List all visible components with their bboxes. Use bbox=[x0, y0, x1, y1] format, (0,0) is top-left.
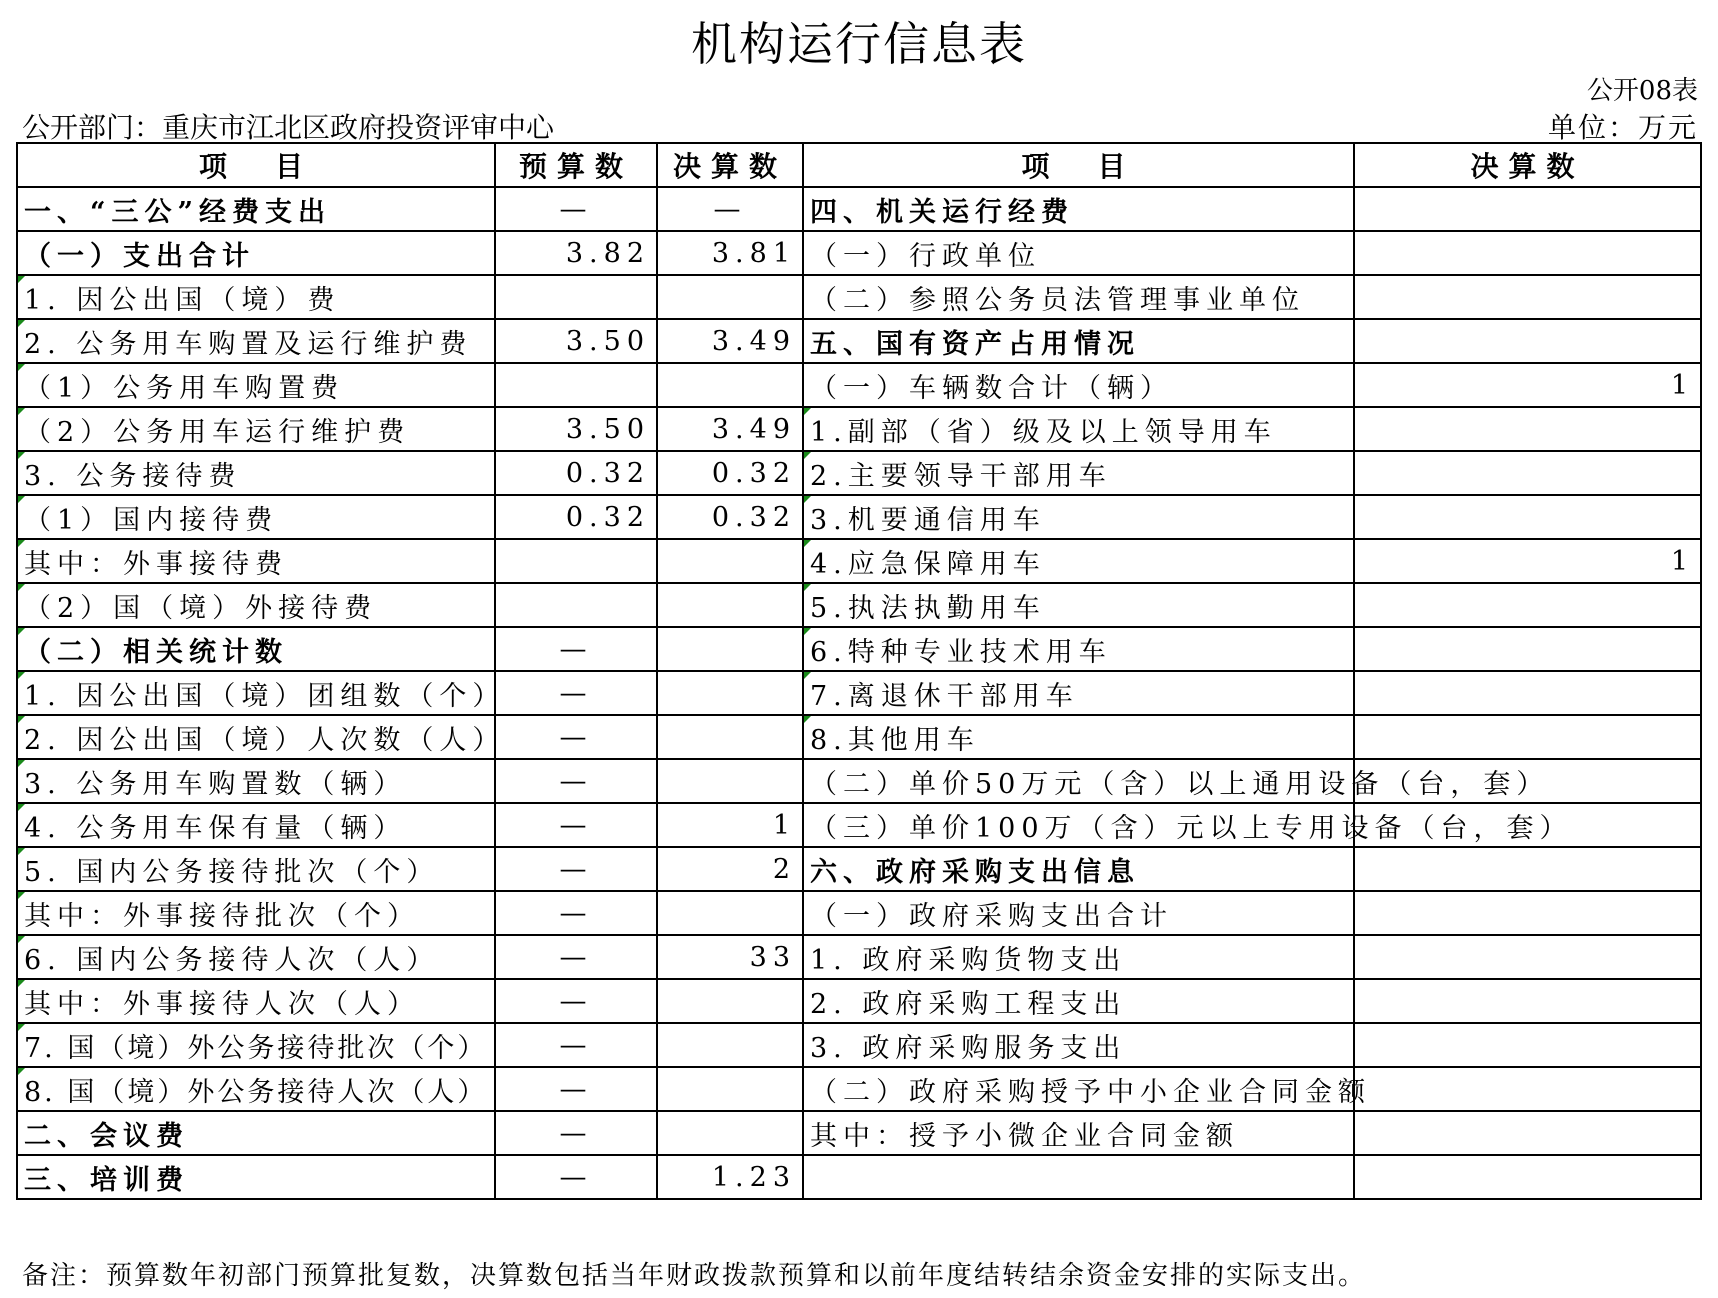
right-final-value bbox=[1354, 319, 1701, 363]
left-item: 1. 因公出国（境）团组数（个） bbox=[17, 671, 495, 715]
table-row bbox=[17, 539, 1701, 583]
right-final-value bbox=[1354, 671, 1701, 715]
right-final-value bbox=[1354, 803, 1701, 847]
left-item: 7. 国（境）外公务接待批次（个） bbox=[17, 1023, 495, 1067]
right-item: （二）单价50万元（含）以上通用设备（台，套） bbox=[803, 759, 1354, 803]
right-item: （二）参照公务员法管理事业单位 bbox=[803, 275, 1354, 319]
left-item: 5. 国内公务接待批次（个） bbox=[17, 847, 495, 891]
left-item: 三、培训费 bbox=[17, 1155, 495, 1199]
table-row bbox=[17, 1067, 1701, 1111]
budget-value: — bbox=[495, 1111, 657, 1155]
right-item: 3. 政府采购服务支出 bbox=[803, 1023, 1354, 1067]
right-item: 1. 政府采购货物支出 bbox=[803, 935, 1354, 979]
table-row bbox=[17, 1111, 1701, 1155]
header-budget: 预算数 bbox=[495, 143, 657, 187]
final-value: 33 bbox=[657, 935, 803, 979]
right-final-value bbox=[1354, 407, 1701, 451]
final-value bbox=[657, 891, 803, 935]
table-row bbox=[17, 187, 1701, 231]
right-item: 4.应急保障用车 bbox=[803, 539, 1354, 583]
right-item: 1.副部（省）级及以上领导用车 bbox=[803, 407, 1354, 451]
budget-value bbox=[495, 539, 657, 583]
budget-value: — bbox=[495, 187, 657, 231]
table-row bbox=[17, 363, 1701, 407]
final-value: 3.81 bbox=[657, 231, 803, 275]
final-value bbox=[657, 1023, 803, 1067]
right-final-value bbox=[1354, 847, 1701, 891]
right-final-value bbox=[1354, 187, 1701, 231]
right-final-value bbox=[1354, 1067, 1701, 1111]
table-row bbox=[17, 671, 1701, 715]
table-row bbox=[17, 847, 1701, 891]
header-right-item: 项 目 bbox=[803, 143, 1354, 187]
left-item: （二）相关统计数 bbox=[17, 627, 495, 671]
footnote: 备注：预算数年初部门预算批复数，决算数包括当年财政拨款预算和以前年度结转结余资金安排的实际支出。 bbox=[22, 1261, 1367, 1291]
info-table bbox=[16, 142, 1702, 1200]
table-row bbox=[17, 583, 1701, 627]
right-final-value bbox=[1354, 891, 1701, 935]
left-item: （2）公务用车运行维护费 bbox=[17, 407, 495, 451]
budget-value: 3.50 bbox=[495, 319, 657, 363]
header-final: 决算数 bbox=[657, 143, 803, 187]
left-item: 一、“三公”经费支出 bbox=[17, 187, 495, 231]
left-item: 其中：外事接待费 bbox=[17, 539, 495, 583]
final-value: 1.23 bbox=[657, 1155, 803, 1199]
final-value bbox=[657, 979, 803, 1023]
page-title: 机构运行信息表 bbox=[691, 17, 1027, 71]
budget-value: — bbox=[495, 1155, 657, 1199]
final-value: 2 bbox=[657, 847, 803, 891]
final-value bbox=[657, 1067, 803, 1111]
final-value bbox=[657, 759, 803, 803]
right-final-value: 1 bbox=[1354, 363, 1701, 407]
right-final-value bbox=[1354, 979, 1701, 1023]
right-item: （一）政府采购支出合计 bbox=[803, 891, 1354, 935]
right-item: 6.特种专业技术用车 bbox=[803, 627, 1354, 671]
right-final-value bbox=[1354, 451, 1701, 495]
right-item: 2.主要领导干部用车 bbox=[803, 451, 1354, 495]
budget-value: — bbox=[495, 715, 657, 759]
left-item: 4. 公务用车保有量（辆） bbox=[17, 803, 495, 847]
budget-value: 3.50 bbox=[495, 407, 657, 451]
right-item: 六、政府采购支出信息 bbox=[803, 847, 1354, 891]
right-final-value bbox=[1354, 275, 1701, 319]
left-item: 1. 因公出国（境）费 bbox=[17, 275, 495, 319]
final-value bbox=[657, 1111, 803, 1155]
left-item: 其中：外事接待人次（人） bbox=[17, 979, 495, 1023]
right-item: （一）行政单位 bbox=[803, 231, 1354, 275]
final-value: 0.32 bbox=[657, 495, 803, 539]
budget-value: — bbox=[495, 847, 657, 891]
right-final-value bbox=[1354, 231, 1701, 275]
right-item: （三）单价100万（含）元以上专用设备（台，套） bbox=[803, 803, 1354, 847]
table-row bbox=[17, 759, 1701, 803]
right-item: 四、机关运行经费 bbox=[803, 187, 1354, 231]
right-final-value bbox=[1354, 1155, 1701, 1199]
budget-value: — bbox=[495, 759, 657, 803]
budget-value: 3.82 bbox=[495, 231, 657, 275]
budget-value: — bbox=[495, 979, 657, 1023]
budget-value: 0.32 bbox=[495, 451, 657, 495]
left-item: 3. 公务接待费 bbox=[17, 451, 495, 495]
budget-value bbox=[495, 583, 657, 627]
right-item bbox=[803, 1155, 1354, 1199]
right-item: 其中：授予小微企业合同金额 bbox=[803, 1111, 1354, 1155]
right-final-value bbox=[1354, 495, 1701, 539]
table-row bbox=[17, 1023, 1701, 1067]
left-item: （2）国（境）外接待费 bbox=[17, 583, 495, 627]
left-item: 8. 国（境）外公务接待人次（人） bbox=[17, 1067, 495, 1111]
table-row bbox=[17, 319, 1701, 363]
final-value: — bbox=[657, 187, 803, 231]
budget-value: — bbox=[495, 671, 657, 715]
final-value bbox=[657, 627, 803, 671]
table-row bbox=[17, 627, 1701, 671]
table-row bbox=[17, 495, 1701, 539]
left-item: 二、会议费 bbox=[17, 1111, 495, 1155]
budget-value: — bbox=[495, 935, 657, 979]
right-final-value bbox=[1354, 715, 1701, 759]
right-item: 五、国有资产占用情况 bbox=[803, 319, 1354, 363]
final-value bbox=[657, 275, 803, 319]
left-item: 2. 因公出国（境）人次数（人） bbox=[17, 715, 495, 759]
left-item: 其中：外事接待批次（个） bbox=[17, 891, 495, 935]
table-row bbox=[17, 979, 1701, 1023]
table-row bbox=[17, 451, 1701, 495]
unit-label: 单位：万元 bbox=[1547, 111, 1698, 144]
table-row bbox=[17, 231, 1701, 275]
right-item: 8.其他用车 bbox=[803, 715, 1354, 759]
table-code: 公开08表 bbox=[1586, 76, 1698, 106]
right-final-value bbox=[1354, 759, 1701, 803]
header-left-item: 项 目 bbox=[17, 143, 495, 187]
table-row bbox=[17, 407, 1701, 451]
right-final-value bbox=[1354, 1111, 1701, 1155]
final-value bbox=[657, 671, 803, 715]
table-row bbox=[17, 803, 1701, 847]
final-value: 0.32 bbox=[657, 451, 803, 495]
department-label: 公开部门：重庆市江北区政府投资评审中心 bbox=[22, 111, 555, 144]
left-item: （1）公务用车购置费 bbox=[17, 363, 495, 407]
budget-value: — bbox=[495, 1067, 657, 1111]
left-item: （1）国内接待费 bbox=[17, 495, 495, 539]
left-item: 6. 国内公务接待人次（人） bbox=[17, 935, 495, 979]
final-value bbox=[657, 715, 803, 759]
table-row bbox=[17, 1155, 1701, 1199]
header-right-final: 决算数 bbox=[1354, 143, 1701, 187]
final-value bbox=[657, 363, 803, 407]
table-row bbox=[17, 935, 1701, 979]
budget-value bbox=[495, 275, 657, 319]
left-item: 3. 公务用车购置数（辆） bbox=[17, 759, 495, 803]
table-row bbox=[17, 275, 1701, 319]
final-value: 3.49 bbox=[657, 319, 803, 363]
right-final-value bbox=[1354, 627, 1701, 671]
right-final-value bbox=[1354, 935, 1701, 979]
final-value bbox=[657, 583, 803, 627]
right-item: （一）车辆数合计（辆） bbox=[803, 363, 1354, 407]
table-row bbox=[17, 715, 1701, 759]
budget-value bbox=[495, 363, 657, 407]
right-final-value bbox=[1354, 1023, 1701, 1067]
budget-value: — bbox=[495, 627, 657, 671]
budget-value: 0.32 bbox=[495, 495, 657, 539]
right-item: （二）政府采购授予中小企业合同金额 bbox=[803, 1067, 1354, 1111]
table-header-row bbox=[17, 143, 1701, 187]
table-row bbox=[17, 891, 1701, 935]
right-final-value: 1 bbox=[1354, 539, 1701, 583]
left-item: （一）支出合计 bbox=[17, 231, 495, 275]
right-item: 7.离退休干部用车 bbox=[803, 671, 1354, 715]
right-item: 3.机要通信用车 bbox=[803, 495, 1354, 539]
budget-value: — bbox=[495, 1023, 657, 1067]
final-value: 3.49 bbox=[657, 407, 803, 451]
final-value bbox=[657, 539, 803, 583]
budget-value: — bbox=[495, 803, 657, 847]
left-item: 2. 公务用车购置及运行维护费 bbox=[17, 319, 495, 363]
final-value: 1 bbox=[657, 803, 803, 847]
right-item: 2. 政府采购工程支出 bbox=[803, 979, 1354, 1023]
budget-value: — bbox=[495, 891, 657, 935]
right-final-value bbox=[1354, 583, 1701, 627]
right-item: 5.执法执勤用车 bbox=[803, 583, 1354, 627]
